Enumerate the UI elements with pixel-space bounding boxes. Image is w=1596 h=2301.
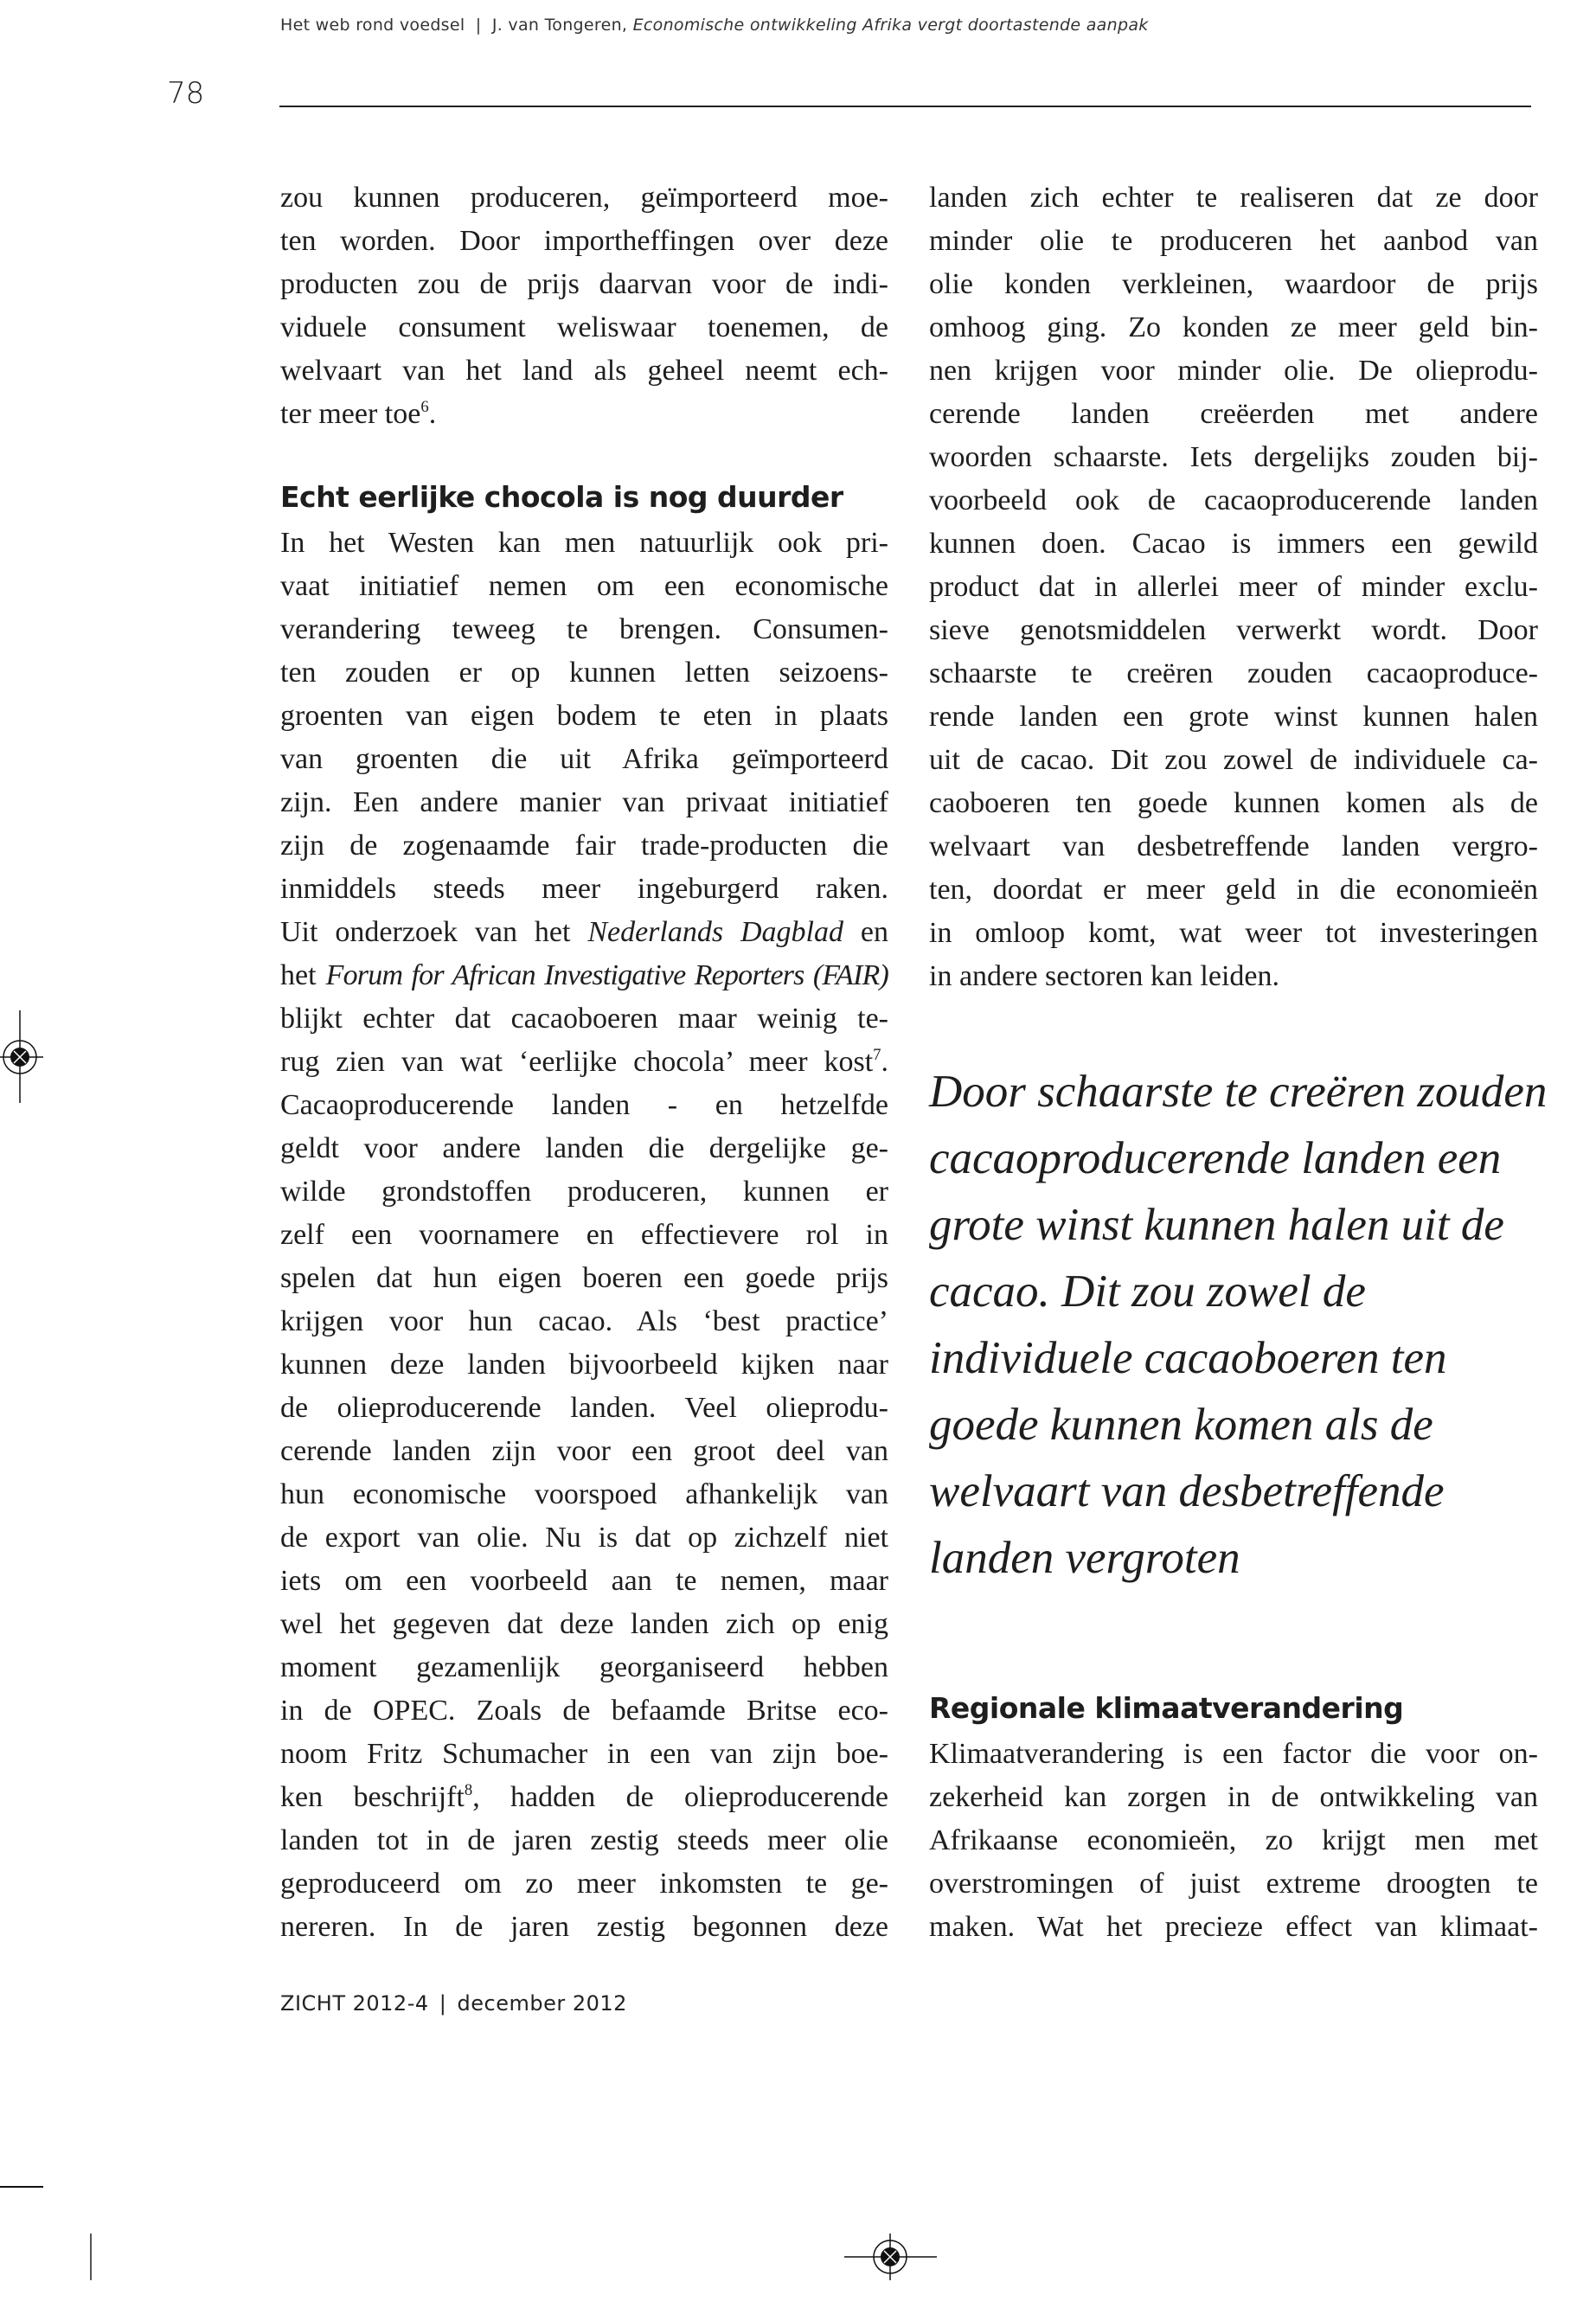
text-line: vaat initiatief nemen om een economische	[280, 570, 888, 602]
text-span: ken beschrijft	[280, 1781, 465, 1813]
text-line: cerende landen zijn voor een groot deel van	[280, 1435, 888, 1467]
footer-journal: ZICHT 2012-4	[280, 1991, 429, 2016]
footer-separator: |	[439, 1991, 447, 2016]
text-line: Klimaatverandering is een factor die voor on-	[929, 1738, 1538, 1770]
text-span: .	[881, 1046, 888, 1078]
text-line: wel het gegeven dat deze landen zich op enig	[280, 1608, 888, 1640]
pull-quote-line: Door schaarste te creëren zouden	[929, 1067, 1548, 1117]
footnote-ref[interactable]: 8	[464, 1780, 473, 1799]
text-line: zijn de zogenaamde fair trade-producten die	[280, 830, 888, 862]
running-head-series: Het web rond voedsel	[280, 16, 465, 35]
text-line: viduele consument weliswaar toenemen, de	[280, 311, 888, 343]
text-line: product dat in allerlei meer of minder exclu-	[929, 571, 1538, 603]
text-line: olie konden verkleinen, waardoor de prijs	[929, 268, 1538, 300]
text-span: het	[280, 959, 326, 991]
section-heading: Echt eerlijke chocola is nog duurder	[280, 480, 843, 514]
text-line: rende landen een grote winst kunnen halen	[929, 701, 1538, 733]
text-line: caoboeren ten goede kunnen komen als de	[929, 787, 1538, 819]
header-rule	[279, 106, 1531, 107]
text-span: .	[428, 398, 437, 430]
text-line	[280, 911, 888, 954]
pull-quote-line: cacao. Dit zou zowel de	[929, 1266, 1366, 1317]
text-line: in andere sectoren kan leiden.	[929, 960, 1279, 992]
pull-quote-line: individuele cacaoboeren ten	[929, 1333, 1447, 1383]
text-line: in omloop komt, wat weer tot investeringen	[929, 917, 1538, 949]
text-line	[280, 954, 888, 997]
text-line: Cacaoproducerende landen - en hetzelfde	[280, 1089, 888, 1121]
text-line: welvaart van het land als geheel neemt ech-	[280, 355, 888, 387]
text-line: schaarste te creëren zouden cacaoproduce-	[929, 657, 1538, 689]
crop-mark-vertical	[90, 2234, 92, 2280]
footer-date: december 2012	[457, 1991, 627, 2016]
text-line: nen krijgen voor minder olie. De olieprodu-	[929, 355, 1538, 387]
text-line: uit de cacao. Dit zou zowel de individuele ca-	[929, 744, 1538, 776]
text-span: , hadden de olieproducerende	[472, 1781, 888, 1813]
text-line: zou kunnen produceren, geïmporteerd moe-	[280, 182, 888, 214]
text-line: welvaart van desbetreffende landen vergro-	[929, 830, 1538, 862]
text-line: overstromingen of juist extreme droogten te	[929, 1868, 1538, 1900]
text-line: in de OPEC. Zoals de befaamde Britse eco-	[280, 1695, 888, 1727]
text-line: groenten van eigen bodem te eten in plaats	[280, 700, 888, 732]
text-line: voorbeeld ook de cacaoproducerende landen	[929, 484, 1538, 516]
text-line: Afrikaanse economieën, zo krijgt men met	[929, 1824, 1538, 1856]
pull-quote-line: cacaoproducerende landen een	[929, 1133, 1502, 1183]
registration-mark-icon	[0, 1003, 52, 1107]
text-span: en	[843, 916, 888, 948]
text-line: wilde grondstoffen produceren, kunnen er	[280, 1176, 888, 1208]
text-line: inmiddels steeds meer ingeburgerd raken.	[280, 873, 888, 905]
text-line: geldt voor andere landen die dergelijke ge-	[280, 1132, 888, 1164]
text-line: landen tot in de jaren zestig steeds meer olie	[280, 1824, 888, 1856]
page-footer	[280, 1991, 627, 2016]
text-line: krijgen voor hun cacao. Als ‘best practice’	[280, 1305, 888, 1337]
text-line	[280, 1776, 888, 1819]
text-line: blijkt echter dat cacaoboeren maar weinig te-	[280, 1003, 888, 1035]
text-line: spelen dat hun eigen boeren een goede prijs	[280, 1262, 888, 1294]
crop-mark-horizontal	[0, 2186, 43, 2188]
footnote-ref[interactable]: 7	[873, 1045, 881, 1064]
text-line: verandering teweeg te brengen. Consumen-	[280, 613, 888, 645]
text-line: kunnen doen. Cacao is immers een gewild	[929, 528, 1538, 560]
newspaper-title: Nederlands Dagblad	[587, 916, 843, 948]
running-head-author: J. van Tongeren,	[491, 16, 628, 35]
text-line: kunnen deze landen bijvoorbeeld kijken naar	[280, 1349, 888, 1381]
pull-quote-line: goede kunnen komen als de	[929, 1400, 1433, 1450]
text-line: de olieproducerende landen. Veel olieprodu-	[280, 1392, 888, 1424]
text-line: omhoog ging. Zo konden ze meer geld bin-	[929, 311, 1538, 343]
text-line: cerende landen creëerden met andere	[929, 398, 1538, 430]
text-line: minder olie te produceren het aanbod van	[929, 225, 1538, 257]
text-line: van groenten die uit Afrika geïmporteerd	[280, 743, 888, 775]
running-head-separator: |	[475, 16, 482, 35]
text-line: de export van olie. Nu is dat op zichzelf niet	[280, 1522, 888, 1554]
running-head	[280, 16, 1149, 35]
text-line: noom Fritz Schumacher in een van zijn boe-	[280, 1738, 888, 1770]
pull-quote-line: grote winst kunnen halen uit de	[929, 1200, 1504, 1250]
text-line: sieve genotsmiddelen verwerkt wordt. Door	[929, 614, 1538, 646]
text-span: ter meer toe	[280, 398, 421, 430]
footnote-ref[interactable]: 6	[420, 397, 429, 416]
organization-name: Forum for African Investigative Reporters (FAIR)	[325, 959, 888, 991]
pull-quote-line: welvaart van desbetreffende	[929, 1466, 1445, 1516]
text-line: ten zouden er op kunnen letten seizoens-	[280, 657, 888, 689]
text-line: landen zich echter te realiseren dat ze door	[929, 182, 1538, 214]
text-line: geproduceerd om zo meer inkomsten te ge-	[280, 1868, 888, 1900]
text-line: ten, doordat er meer geld in die economieën	[929, 874, 1538, 906]
text-line	[280, 1041, 888, 1084]
pull-quote-line: landen vergroten	[929, 1533, 1240, 1583]
text-line: producten zou de prijs daarvan voor de indi-	[280, 268, 888, 300]
page-number: 78	[167, 76, 205, 111]
text-line: zelf een voornamere en effectievere rol in	[280, 1219, 888, 1251]
text-line: iets om een voorbeeld aan te nemen, maar	[280, 1565, 888, 1597]
running-head-title: Economische ontwikkeling Afrika vergt doortastende aanpak	[632, 16, 1149, 35]
text-line: nereren. In de jaren zestig begonnen deze	[280, 1911, 888, 1943]
text-line: In het Westen kan men natuurlijk ook pri-	[280, 527, 888, 559]
text-line: moment gezamenlijk georganiseerd hebben	[280, 1651, 888, 1683]
text-line: maken. Wat het precieze effect van klimaat-	[929, 1911, 1538, 1943]
text-line: woorden schaarste. Iets dergelijks zouden bij-	[929, 441, 1538, 473]
text-line: ten worden. Door importheffingen over deze	[280, 225, 888, 257]
section-heading: Regionale klimaatverandering	[929, 1691, 1404, 1725]
text-line: hun economische voorspoed afhankelijk van	[280, 1478, 888, 1510]
text-line: zekerheid kan zorgen in de ontwikkeling van	[929, 1781, 1538, 1813]
registration-mark-icon	[839, 2227, 943, 2288]
text-line: zijn. Een andere manier van privaat initiatief	[280, 786, 888, 818]
text-span: rug zien van wat ‘eerlijke chocola’ meer kost	[280, 1046, 874, 1078]
text-line	[280, 393, 888, 436]
text-span: Uit onderzoek van het	[280, 916, 588, 948]
